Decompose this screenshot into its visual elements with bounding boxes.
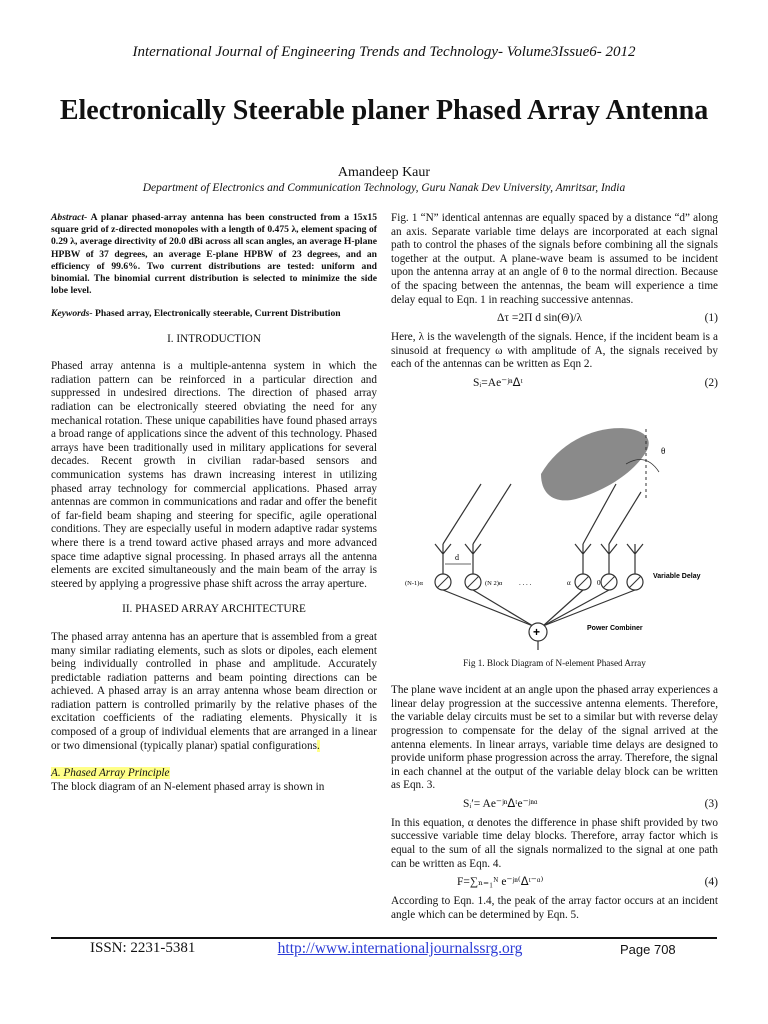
footer-issn: ISSN: 2231-5381 — [90, 940, 196, 956]
right-paragraph-3: The plane wave incident at an angle upon the phased array experiences a linear delay progression at the successive antenna elements. Therefore, the variable delay circuits must be set to a similar but with reverse delay progression to compensate for the delay of the signal arrived at the antenna elements. In linear arrays, variable time delays are designed to provide uniform phase progression across the array. Therefore, the signal in each channel at the output of the variable delay block can be written as Eqn. 3. — [391, 684, 718, 792]
antenna-1 — [435, 544, 451, 574]
subsection-heading-principle — [51, 767, 377, 781]
variable-delay-label — [653, 573, 701, 580]
introduction-paragraph: Phased array antenna is a multiple-antenna system in which the radiation pattern can be reinforced in a particular direction and suppressed in undesired directions. The direction of phased array radiation can be electronically steered obviating the need for any mechanical rotation. These unique capabilities have found phased arrays a broad range of applications since the advent of this technology. Phased arrays have been traditionally used in military applications for several decades. Recent growth in civilian radar-based sensors and communication systems has drawn increasing interest in utilizing phased array technology for commercial applications. Phased array antennas are common in communications and radar and offer the benefit of far-field beam shaping and steering for specific, agile operational conditions. They are especially useful in modern adaptive radar systems where there is a trend toward active phased arrays and more advanced space time adaptive signal processing. In phased arrays all the antenna elements are excited simultaneously and the main beam of the array is steered by applying a progressive phase shift across the array aperture. — [51, 360, 377, 590]
equation-2-number: (2) — [704, 377, 718, 390]
equation-3-body: Sᵢ′= Ae⁻ʲⁿᐃᵗe⁻ʲⁿᵅ — [463, 798, 538, 811]
phase-label-alpha: α — [567, 578, 571, 587]
equation-3 — [391, 795, 718, 815]
power-combiner-label — [587, 625, 643, 632]
keywords — [51, 308, 377, 320]
phase-label-n-2: (N 2)α — [485, 579, 503, 587]
right-column — [391, 212, 718, 922]
power-combiner-text: Power Combiner — [587, 624, 643, 632]
footer-page-number: Page 708 — [620, 942, 676, 957]
equation-1-number: (1) — [704, 312, 718, 325]
keywords-text: Phased array, Electronically steerable, Current Distribution — [94, 308, 341, 320]
journal-header: International Journal of Engineering Trends and Technology- Volume3Issue6- 2012 — [132, 44, 636, 60]
ray-1 — [443, 484, 481, 544]
incident-beam-shape — [541, 428, 649, 500]
figure-1-block-diagram — [391, 404, 718, 650]
equation-4-number: (4) — [704, 876, 718, 889]
architecture-paragraph — [51, 631, 377, 753]
ray-4 — [609, 492, 641, 544]
right-paragraph-2: Here, λ is the wavelength of the signals. Hence, if the incident beam is a sinusoid at frequency ω with amplitude of A, the signals received by each of the antennas can be written as Eqn 2. — [391, 331, 718, 371]
equation-3-number: (3) — [704, 798, 718, 811]
figure-1-caption: Fig 1. Block Diagram of N-element Phased Array — [463, 657, 646, 668]
antenna-2 — [465, 544, 481, 574]
author-name: Amandeep Kaur — [337, 165, 431, 180]
equation-1 — [391, 309, 718, 329]
principle-heading-highlight: A. Phased Array Principle — [51, 767, 170, 780]
combiner-plus: + — [533, 624, 541, 639]
left-column — [51, 212, 377, 794]
abstract-label: Abstract- — [51, 212, 88, 223]
footer-journal-link[interactable]: http://www.internationaljournalssrg.org — [277, 940, 523, 957]
phase-dots: . . . . — [519, 578, 532, 587]
footer-rule — [51, 937, 717, 939]
theta-label: θ — [661, 445, 666, 456]
section-heading-architecture: II. PHASED ARRAY ARCHITECTURE — [122, 603, 306, 616]
principle-paragraph: The block diagram of an N-element phased array is shown in — [51, 780, 325, 793]
abstract — [51, 212, 377, 297]
section-heading-introduction: I. INTRODUCTION — [167, 332, 261, 345]
antenna-5 — [627, 544, 643, 574]
spacing-label: d — [455, 552, 459, 562]
variable-delay-text: Variable Delay — [653, 572, 701, 580]
phase-label-n-1: (N-1)α — [405, 579, 423, 587]
antenna-4 — [601, 544, 617, 574]
architecture-text: The phased array antenna has an aperture that is assembled from a great many similar radiating elements, such as slots or dipoles, each element being individually controlled in phase and amplitude. Accurately predictable radiation patterns and beam pointing directions can be achieved. A phased array is an array antenna whose beam direction or radiation pattern is controlled primarily by the relative phases of the excitation coefficients of the radiating elements. Physically it is composed of a group of individual elements that are arranged in a linear or two dimensional (typically planar) spatial configurations — [51, 630, 377, 752]
paper-title: Electronically Steerable planer Phased Array Antenna — [59, 95, 709, 126]
right-paragraph-5: According to Eqn. 1.4, the peak of the array factor occurs at an incident angle which can be determined by Eqn. 5. — [391, 895, 718, 921]
equation-4-body: F=∑ₙ₌₁ᴺ e⁻ʲⁿ⁽ᐃᵗ⁻ᵅ⁾ — [457, 876, 544, 889]
equation-2-body: Sᵢ=Ae⁻ʲⁿᐃᵗ — [473, 377, 523, 390]
highlighted-period: . — [316, 739, 320, 752]
phase-label-zero: 0 — [597, 578, 601, 587]
equation-1-body: Δτ =2Π d sin(Θ)/λ — [496, 312, 583, 325]
keywords-label: Keywords- — [51, 308, 93, 320]
author-affiliation: Department of Electronics and Communication Technology, Guru Nanak Dev University, Amritsar, India — [142, 182, 626, 194]
equation-2 — [391, 374, 718, 394]
ray-2 — [473, 484, 511, 544]
equation-4 — [391, 873, 718, 893]
antenna-3 — [575, 544, 591, 574]
right-paragraph-1: Fig. 1 “N” identical antennas are equally spaced by a distance “d” along an axis. Separate variable time delays are incorporated at each signal path to control the phases of the signals before combining all the signals together at the output. A plane-wave beam is assumed to be incident upon the antenna array at an angle of θ to the normal direction. Because of the spacing between the antennas, the beam will experience a time delay equal to Eqn. 1 in reaching successive antennas. — [391, 212, 718, 306]
abstract-text: A planar phased-array antenna has been constructed from a 15x15 square grid of z-directed monopoles with a length of 0.475 λ, element spacing of 0.29 λ, average directivity of 20.0 dBi across all scan angles, an average H-plane HPBW of 37 degrees, an average E-plane HPBW of 23 degrees, and an efficiency of 99.6%. Two current distributions are tested: uniform and binomial. The binomial current distribution is selected to minimize the side lobe level. — [51, 212, 377, 297]
right-paragraph-4: In this equation, α denotes the difference in phase shift provided by two successive variable time delay blocks. Therefore, array factor which is equal to the sum of all the signals normalized to the signal at one path can be written as Eqn. 4. — [391, 816, 718, 870]
